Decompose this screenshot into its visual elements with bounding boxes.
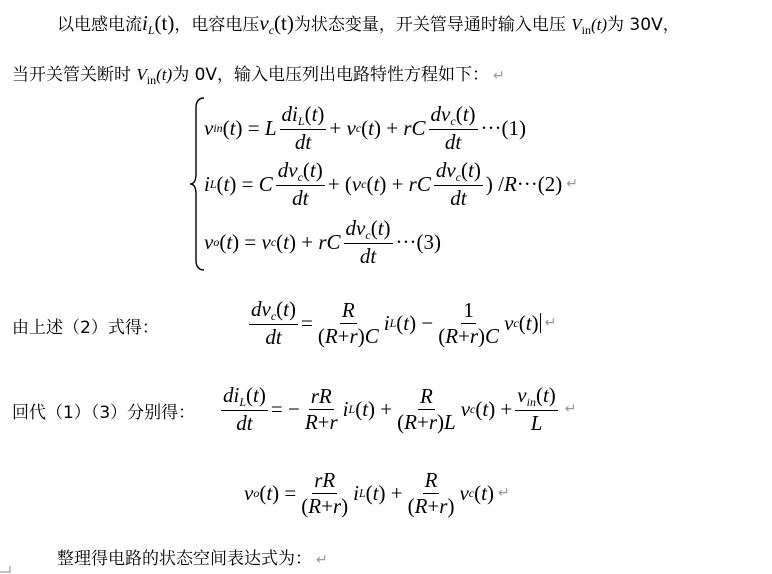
vin-symbol-2: $V_{in}(t)$ (136, 65, 173, 87)
intro-text-2: ，电容电压 (174, 15, 260, 35)
vin-symbol: $V_{in}(t)$ (571, 15, 608, 37)
eq1-label: ···(1) (480, 115, 527, 140)
paragraph-mark: ↵ (493, 68, 505, 84)
intro-text-6: 为 0V，输入电压列出电路特性方程如下： (172, 65, 490, 85)
output-equation: v o ( t ) = $\frac{rR}{(R+r)}$ i L ( t ) + $\frac{R}{(R+r)}$ v c ( t ) ↵ (244, 468, 510, 518)
equation-1: v in ( t ) = L $\frac{di_L(t)}{dt}$ + v c ( t ) + rC $\frac{dv_c(t)}{dt}$ ···(1) (204, 102, 527, 154)
intro-text-3: 为状态变量，开关管导通时输入电压 (293, 15, 566, 35)
intro-text-1: 以电感电流 (57, 15, 142, 35)
intro-text-4: 为 30V， (607, 15, 680, 35)
voltage-symbol: $v_c(t)$ (259, 11, 294, 37)
equation-2: i L ( t ) = C $\frac{dv_c(t)}{dt}$ + ( v c ( t ) + rC $\frac{dv_c(t)}{dt}$ ) / R ···(2) ↵ (204, 158, 578, 210)
final-line: 整理得电路的状态空间表达式为： ↵ (57, 549, 328, 569)
final-text: 整理得电路的状态空间表达式为： (57, 549, 312, 569)
derive-equation-1: $\frac{dv_c(t)}{dt}$ = $\frac{R}{(R+r)C}$ i L ( t ) − $\frac{1}{(R+r)C}$ v c ( t ) ↵ (251, 297, 557, 349)
intro-text-5: 当开关管关断时 (12, 65, 131, 85)
current-symbol: $i_L(t)$ (142, 11, 175, 37)
equation-3: v o ( t ) = v c ( t ) + rC $\frac{dv_c(t)}{dt}$ ···(3) (204, 216, 442, 268)
intro-line-2 (12, 60, 505, 88)
eq3-label: ···(3) (395, 229, 442, 254)
eq2-label: ···(2) (516, 171, 563, 196)
derive-label-1: 由上述（2）式得： (12, 318, 159, 338)
page-corner-mark (0, 566, 12, 574)
derive-equation-2: $\frac{di_L(t)}{dt}$ = − $\frac{rR}{R+r}$ i L ( t ) + $\frac{R}{(R+r)L}$ v c ( t ) + $\frac{v_{in}(t)}{L}$ ↵ (223, 383, 577, 435)
intro-line-1 (57, 10, 680, 38)
text-cursor (540, 313, 541, 333)
derive-label-2: 回代（1）（3）分别得： (12, 403, 196, 423)
